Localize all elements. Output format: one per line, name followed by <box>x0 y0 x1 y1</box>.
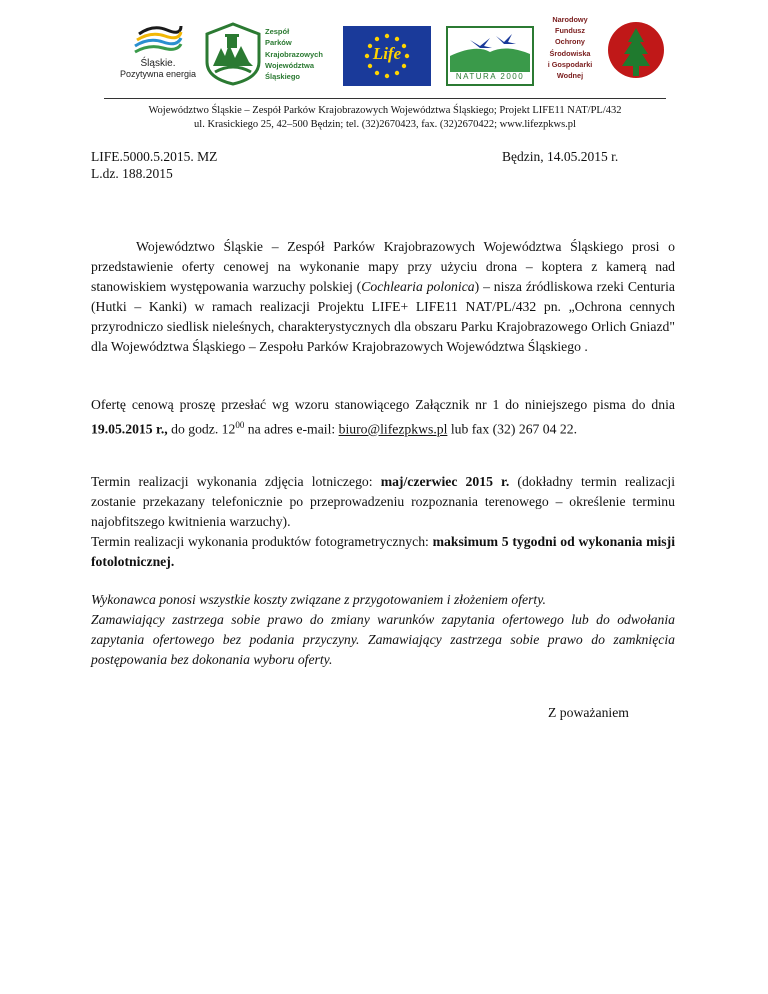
zpk-landscape-icon <box>205 22 261 86</box>
text-span: Zamawiający zastrzega sobie prawo do zmiany warunków zapytania ofertowego lub do odwołania zapytania ofertowego bez podania przyczyny. Zamawiający zastrzega sobie prawo do zamknięcia postępowania bez dokonania wyboru oferty. <box>91 612 675 667</box>
text-span: Termin realizacji wykonania produktów fotogrametrycznych: <box>91 534 433 549</box>
deadline-date: 19.05.2015 r., <box>91 421 168 437</box>
logo-bar <box>0 0 768 100</box>
letter-date: Będzin, 14.05.2015 r. <box>502 149 619 164</box>
product-term: maksimum 5 tygodni od wykonania misji fotolotnicznej. <box>91 534 675 569</box>
header-address: ul. Krasickiego 25, 42–500 Będzin; tel. (32)2670423, fax. (32)2670422; www.lifezpkws.pl <box>194 119 576 130</box>
email-link[interactable]: biuro@lifezpkws.pl <box>338 421 448 437</box>
zpk-line: Województwa <box>265 60 315 70</box>
text-span: Ofertę cenową proszę przesłać wg wzoru stanowiącego Załącznik nr 1 do niniejszego pisma do dnia <box>91 397 675 412</box>
zpk-line: Śląskiego <box>265 72 301 82</box>
natura-text: NATURA 2000 <box>455 72 525 81</box>
text-span: (dokładny termin realizacji zostanie przekazany telefonicznie po przeprowadzeniu rozpoznania terenowego – określenie terminu najobfitszego kwitnienia warzuchy). <box>91 474 676 529</box>
text-span: do godz. 12 <box>167 421 236 437</box>
slaskie-slogan: Pozytywna energia <box>119 69 197 79</box>
text-span: Wykonawca ponosi wszystkie koszty związane z przygotowaniem i złożeniem oferty. <box>91 592 546 607</box>
nfos-line: i Gospodarki <box>547 59 593 69</box>
nfos-line: Ochrony <box>554 37 585 47</box>
natura-2000-logo <box>446 26 534 86</box>
paragraph-terms <box>91 472 675 572</box>
text-span: Termin realizacji wykonania zdjęcia lotniczego: <box>91 474 381 489</box>
zpk-line: Parków <box>265 38 292 48</box>
text-span: na adres e-mail: <box>244 421 339 437</box>
text-span: Województwo Śląskie – Zespół Parków Krajobrazowych Województwa Śląskiego prosi o przedstawienie oferty cenowej na wykonanie mapy przy użyciu drona – koptera z kamerą nad stanowiskiem występowania warzuchy polskiej ( <box>91 239 675 294</box>
paragraph-request <box>91 237 675 357</box>
nfos-line: Środowiska <box>549 48 591 58</box>
slaskie-logo <box>108 22 208 84</box>
zpk-logo <box>205 22 335 92</box>
photo-term: maj/czerwiec 2015 r. <box>380 474 510 489</box>
reference-number: LIFE.5000.5.2015. MZ <box>91 149 218 164</box>
paragraph-conditions <box>91 590 675 670</box>
slaskie-wave-icon <box>133 22 183 58</box>
log-number: L.dz. 188.2015 <box>91 166 173 181</box>
nfos-line: Narodowy <box>552 15 588 24</box>
slaskie-name: Śląskie. <box>140 58 176 69</box>
nfos-tree-icon <box>606 20 666 82</box>
zpk-line: Krajobrazowych <box>265 49 323 59</box>
eu-life-logo <box>343 26 431 86</box>
paragraph-submission <box>91 395 675 440</box>
time-minutes: 00 <box>235 420 245 430</box>
header-divider <box>104 98 666 99</box>
closing-salutation: Z poważaniem <box>548 705 629 720</box>
nfosigw-name <box>536 14 604 81</box>
text-span: ) – nisza źródliskowa rzeki Centuria (Hutki – Kanki) w ramach realizacji Projektu LIFE+ LIFE11 NAT/PL/432 pn. „Ochrona cennych przyrodniczo siedlisk nieleśnych, charakterystycznych dla obszaru Parku Krajobrazowego Orlich Gniazd" dla Województwa Śląskiego – Zespołu Parków Krajobrazowych Województwa Śląskiego . <box>91 279 675 354</box>
zpk-line: Zespół <box>265 27 290 36</box>
header-institution: Województwo Śląskie – Zespół Parków Krajobrazowych Województwa Śląskiego; Projekt LIFE11 NAT/PL/432 <box>148 105 622 116</box>
reference-block <box>91 148 217 182</box>
zpk-name <box>265 26 323 82</box>
nfosigw-logo <box>536 14 666 96</box>
text-span: lub fax (32) 267 04 22. <box>447 421 578 437</box>
nfos-line: Fundusz <box>555 26 585 36</box>
life-text: Life <box>372 44 402 63</box>
nfos-line: Wodnej <box>556 71 584 81</box>
species-name: Cochlearia polonica <box>361 279 475 294</box>
